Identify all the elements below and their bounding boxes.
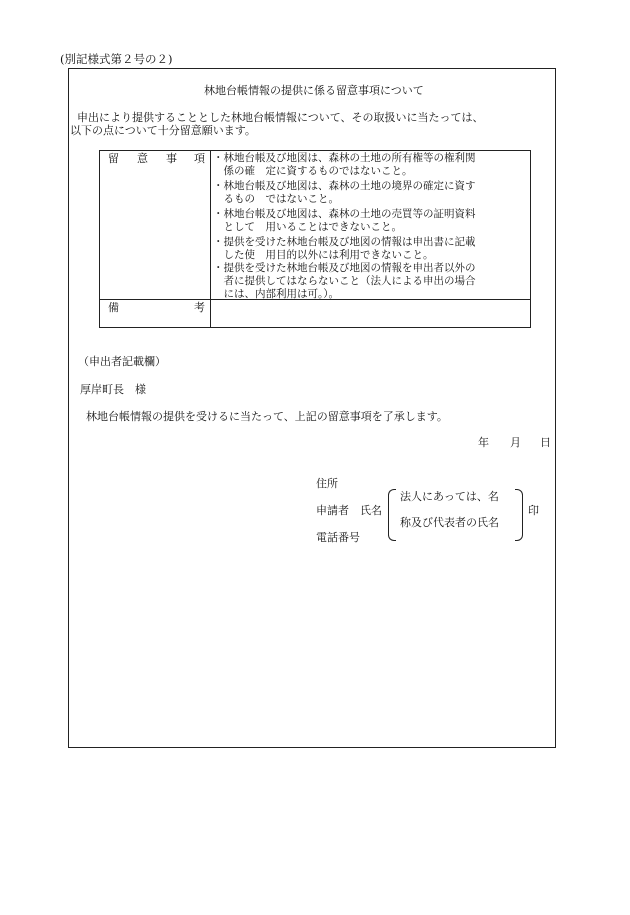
date-day: 日: [540, 436, 551, 449]
notice-header-char: 意: [137, 152, 148, 165]
date-year: 年: [478, 436, 489, 449]
table-divider-vertical: [210, 151, 211, 327]
notice-header-char: 項: [194, 152, 205, 165]
notice-item-line: には、内部利用は可。）。: [213, 288, 339, 300]
remarks-header-char: 備: [108, 301, 119, 314]
phone-label: 電話番号: [316, 531, 360, 544]
addressee: 厚岸町長 様: [80, 383, 146, 396]
notice-item-line: 者に提供してはならないこと（法人による申出の場合: [213, 275, 476, 287]
address-label: 住所: [316, 477, 338, 490]
notice-item-line: として 用いることはできないこと。: [213, 221, 402, 233]
notice-item-line: ・提供を受けた林地台帳及び地図の情報を申出者以外の: [213, 262, 476, 274]
remarks-cell[interactable]: [214, 303, 524, 323]
notice-table: [99, 150, 531, 328]
right-bracket: [515, 489, 523, 541]
form-number: (別記様式第２号の２): [60, 52, 173, 66]
notice-item-line: ・提供を受けた林地台帳及び地図の情報は申出書に記載: [213, 236, 476, 248]
seal-mark: 印: [528, 504, 539, 517]
notice-item-line: ・林地台帳及び地図は、森林の土地の売買等の証明資料: [213, 208, 476, 220]
intro-line-2: 以下の点について十分留意願います。: [70, 124, 256, 137]
notice-item-line: した使 用目的以外には利用できないこと。: [213, 249, 434, 261]
applicant-label: 申請者: [316, 504, 349, 517]
intro-line-1: 申出により提供することとした林地台帳情報について、その取扱いに当たっては、: [66, 111, 484, 124]
left-bracket: [388, 489, 396, 541]
notice-header-char: 留: [108, 152, 119, 165]
applicant-section-label: （申出者記載欄）: [78, 355, 166, 368]
remarks-header-char: 考: [194, 301, 205, 314]
name-label: 氏名: [360, 504, 382, 517]
notice-item-line: 係の確 定に資するものではないこと。: [213, 165, 413, 177]
corp-note-line-1: 法人にあっては、名: [400, 490, 499, 503]
corp-note-line-2: 称及び代表者の氏名: [400, 516, 499, 529]
notice-item-line: ・林地台帳及び地図は、森林の土地の境界の確定に資す: [213, 180, 476, 192]
notice-header-char: 事: [166, 152, 177, 165]
page-title: 林地台帳情報の提供に係る留意事項について: [204, 84, 424, 97]
notice-item-line: るもの ではないこと。: [213, 193, 339, 205]
date-month: 月: [510, 436, 521, 449]
notice-item-line: ・林地台帳及び地図は、森林の土地の所有権等の権利関: [213, 152, 476, 164]
acknowledgement-text: 林地台帳情報の提供を受けるに当たって、上記の留意事項を了承します。: [86, 410, 448, 423]
